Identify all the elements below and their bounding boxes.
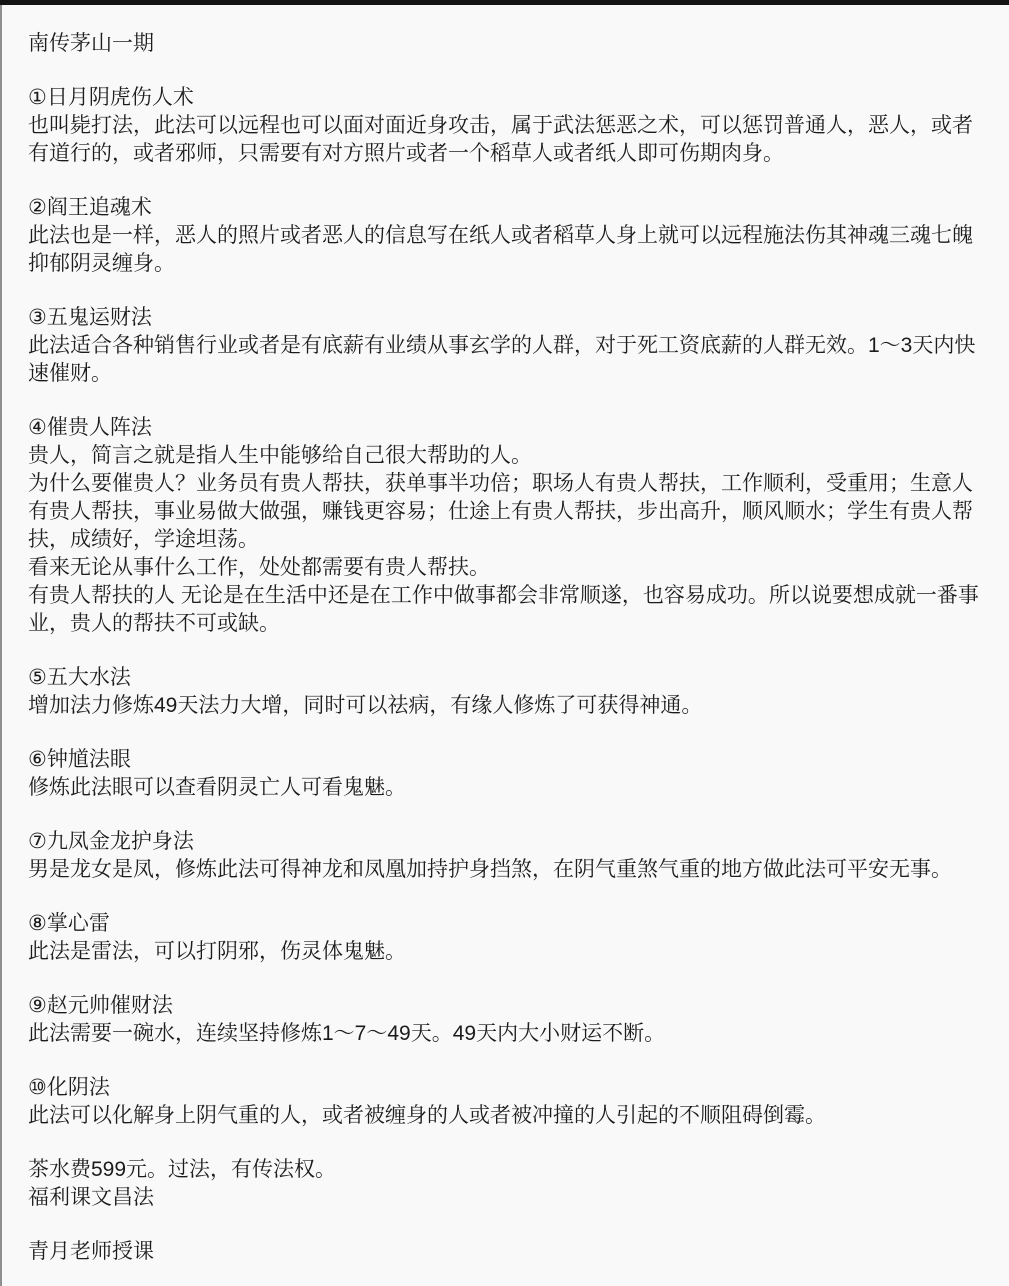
section-paragraph: 也叫毙打法，此法可以远程也可以面对面近身攻击，属于武法惩恶之术，可以惩罚普通人，恶人，或者有道行的，或者邪师，只需要有对方照片或者一个稻草人或者纸人即可伤期肉身。 [28,114,973,165]
sections-container [28,84,989,1130]
section-paragraph: 男是龙女是凤，修炼此法可得神龙和凤凰加持护身挡煞，在阴气重煞气重的地方做此法可平安无事。 [28,858,952,881]
section [28,746,989,802]
page-title: 南传茅山一期 [28,32,154,55]
section-heading: ⑧掌心雷 [28,912,110,935]
section-heading: ③五鬼运财法 [28,306,152,329]
section [28,194,989,278]
section [28,414,989,638]
section-paragraph: 贵人，简言之就是指人生中能够给自己很大帮助的人。 [28,444,532,467]
section-paragraph: 看来无论从事什么工作，处处都需要有贵人帮扶。 [28,556,490,579]
footer-line-price: 茶水费599元。过法，有传法权。 [28,1158,337,1181]
section-heading: ⑨赵元帅催财法 [28,994,173,1017]
footer-block [28,1156,989,1212]
section-paragraph: 为什么要催贵人？业务员有贵人帮扶，获单事半功倍；职场人有贵人帮扶，工作顺利，受重用；生意人有贵人帮扶，事业易做大做强，赚钱更容易；仕途上有贵人帮扶，步出高升，顺风顺水；学生有贵人帮扶，成绩好，学途坦荡。 [28,472,973,551]
section [28,910,989,966]
section-paragraph: 修炼此法眼可以查看阴灵亡人可看鬼魅。 [28,776,406,799]
section [28,828,989,884]
document-page [2,5,1009,1286]
section-paragraph: 此法需要一碗水，连续坚持修炼1～7～49天。49天内大小财运不断。 [28,1022,666,1045]
section-paragraph: 增加法力修炼49天法力大增，同时可以祛病，有缘人修炼了可获得神通。 [28,694,703,717]
section-heading: ⑩化阴法 [28,1076,110,1099]
footer-line-bonus: 福利课文昌法 [28,1186,154,1209]
section [28,1074,989,1130]
teacher-signature: 青月老师授课 [28,1240,154,1263]
document-frame [0,5,1009,1286]
section-paragraph: 此法适合各种销售行业或者是有底薪有业绩从事玄学的人群，对于死工资底薪的人群无效。1～3天内快速催财。 [28,334,976,385]
section-heading: ①日月阴虎伤人术 [28,86,194,109]
section [28,992,989,1048]
section-heading: ⑥钟馗法眼 [28,748,131,771]
section-heading: ⑤五大水法 [28,666,131,689]
section-heading: ②阎王追魂术 [28,196,152,219]
section-paragraph: 有贵人帮扶的人 无论是在生活中还是在工作中做事都会非常顺遂，也容易成功。所以说要想成就一番事业，贵人的帮扶不可或缺。 [28,584,979,635]
section-heading: ④催贵人阵法 [28,416,152,439]
section [28,304,989,388]
section-paragraph: 此法是雷法，可以打阴邪，伤灵体鬼魅。 [28,940,406,963]
section-paragraph: 此法可以化解身上阴气重的人，或者被缠身的人或者被冲撞的人引起的不顺阻碍倒霉。 [28,1104,826,1127]
section-paragraph: 此法也是一样，恶人的照片或者恶人的信息写在纸人或者稻草人身上就可以远程施法伤其神魂三魂七魄抑郁阴灵缠身。 [28,224,973,275]
section-heading: ⑦九凤金龙护身法 [28,830,194,853]
section [28,664,989,720]
section [28,84,989,168]
